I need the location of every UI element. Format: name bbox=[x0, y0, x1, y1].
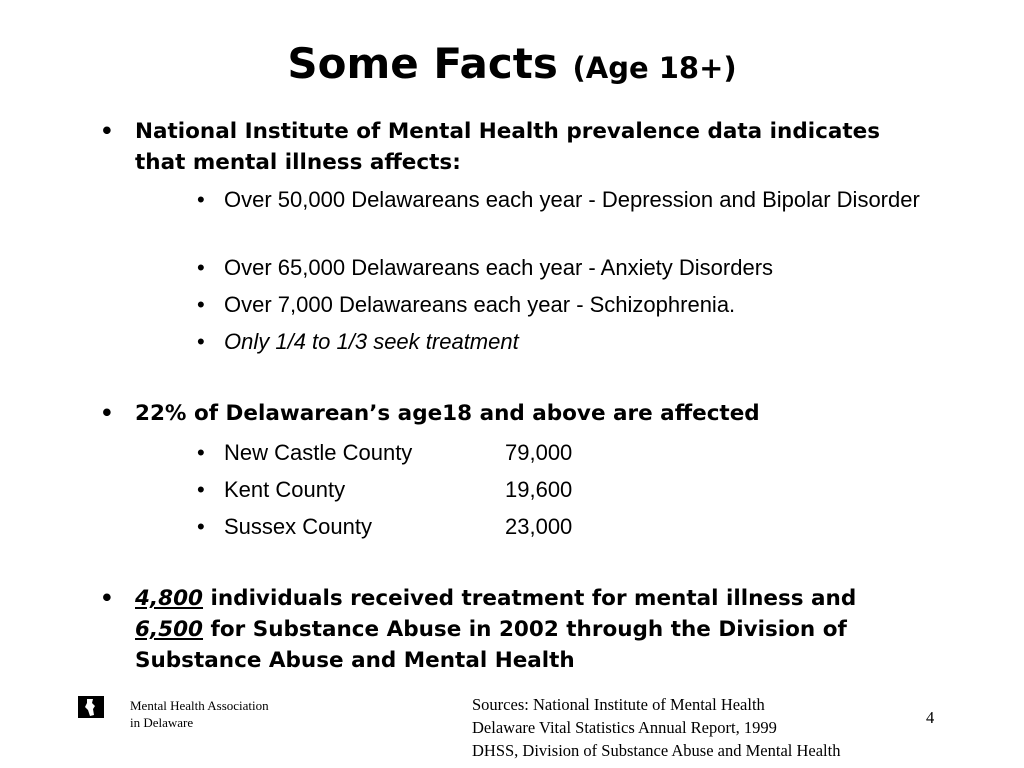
list-item-text: Over 65,000 Delawareans each year - Anxiety Disorders bbox=[224, 255, 774, 280]
bullet-dot: • bbox=[197, 440, 205, 465]
list-item-text: Over 50,000 Delawareans each year - Depression and Bipolar Disorder bbox=[224, 187, 920, 212]
organization-line-2: in Delaware bbox=[130, 715, 194, 730]
treatment-text-part2: for Substance Abuse in 2002 through the Division of Substance Abuse and Mental Health bbox=[135, 617, 847, 673]
bullet-treatment-text bbox=[135, 583, 925, 676]
sources-block bbox=[472, 693, 840, 762]
bullet-prevalence-text: National Institute of Mental Health prevalence data indicates that mental illness affects: bbox=[135, 119, 881, 175]
source-line: Sources: National Institute of Mental Health bbox=[472, 695, 765, 714]
county-value: 23,000 bbox=[505, 514, 573, 539]
county-name: New Castle County bbox=[224, 440, 413, 465]
bullet-dot: • bbox=[197, 514, 205, 539]
bullet-dot: • bbox=[197, 292, 205, 317]
title-main: Some Facts bbox=[287, 39, 558, 88]
delaware-map-logo-icon bbox=[78, 696, 104, 718]
page-number: 4 bbox=[926, 708, 935, 727]
bullet-dot: • bbox=[100, 401, 114, 426]
treatment-count-substance: 6,500 bbox=[135, 617, 204, 642]
county-value: 19,600 bbox=[505, 477, 573, 502]
bullet-dot: • bbox=[100, 586, 114, 611]
bullet-dot: • bbox=[197, 477, 205, 502]
bullet-dot: • bbox=[197, 255, 205, 280]
bullet-dot: • bbox=[197, 187, 205, 212]
list-item-text: Over 7,000 Delawareans each year - Schizophrenia. bbox=[224, 292, 736, 317]
list-item-text: Only 1/4 to 1/3 seek treatment bbox=[224, 329, 519, 354]
treatment-text-part1: individuals received treatment for mental illness and bbox=[203, 586, 857, 611]
source-line: DHSS, Division of Substance Abuse and Mental Health bbox=[472, 741, 841, 760]
county-name: Sussex County bbox=[224, 514, 372, 539]
title-subtitle: (Age 18+) bbox=[572, 51, 737, 85]
county-name: Kent County bbox=[224, 477, 346, 502]
source-line: Delaware Vital Statistics Annual Report, 1999 bbox=[472, 718, 777, 737]
slide-title bbox=[0, 38, 1024, 94]
treatment-count-mental: 4,800 bbox=[135, 586, 204, 611]
bullet-affected-text: 22% of Delawarean’s age18 and above are affected bbox=[135, 401, 760, 426]
bullet-dot: • bbox=[197, 329, 205, 354]
organization-name bbox=[130, 697, 269, 731]
bullet-dot: • bbox=[100, 119, 114, 144]
county-value: 79,000 bbox=[505, 440, 573, 465]
organization-line-1: Mental Health Association bbox=[130, 698, 269, 713]
